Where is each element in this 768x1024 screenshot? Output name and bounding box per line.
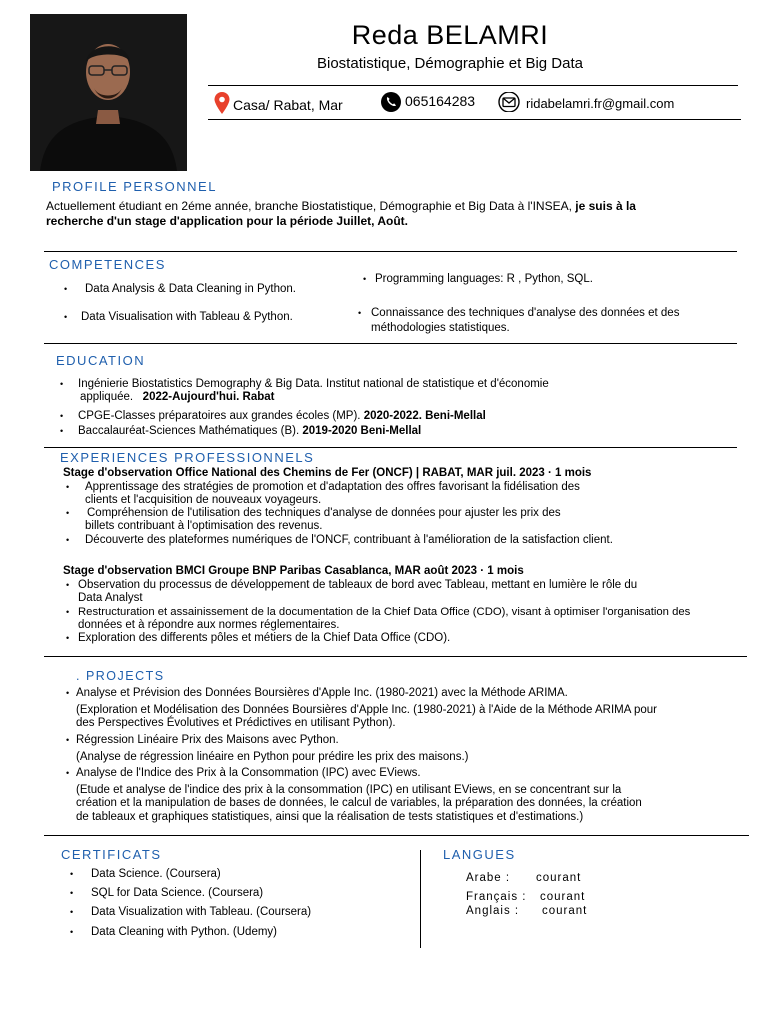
bullet-icon: • — [66, 580, 70, 590]
education-label: CPGE-Classes préparatoires aux grandes écoles (MP). — [78, 410, 361, 422]
section-title-certificats: CERTIFICATS — [61, 847, 162, 862]
job-item — [66, 579, 638, 592]
job-item — [66, 534, 613, 547]
education-item — [60, 378, 549, 391]
project-title: Régression Linéaire Prix des Maisons avec Python. — [76, 734, 339, 746]
job-item-cont: clients et l'acquisition de nouveaux voyageurs. — [85, 494, 322, 506]
profile-text-bold-line2: recherche d'un stage d'application pour la période Juillet, Août. — [46, 214, 408, 228]
bullet-icon: • — [66, 482, 70, 492]
job-item — [66, 507, 561, 520]
certificat-label: Data Science. (Coursera) — [91, 868, 221, 880]
section-title-competences: COMPETENCES — [49, 257, 166, 272]
contact-email — [498, 92, 674, 115]
section-title-education: EDUCATION — [56, 353, 146, 368]
bullet-icon: • — [70, 869, 74, 879]
section-title-profile: PROFILE PERSONNEL — [52, 179, 217, 194]
divider — [44, 656, 747, 657]
candidate-name: Reda BELAMRI — [351, 20, 549, 50]
job-item-label: Exploration des differents pôles et métiers de la Chief Data Office (CDO). — [78, 632, 451, 644]
certificat-item — [70, 906, 312, 919]
bullet-icon: • — [70, 907, 74, 917]
project-desc: (Analyse de régression linéaire en Python pour prédire les prix des maisons.) — [76, 751, 469, 763]
project-title: Analyse de l'Indice des Prix à la Consommation (IPC) avec EViews. — [76, 767, 421, 779]
competence-label-cont: méthodologies statistiques. — [371, 322, 510, 334]
project-item — [66, 687, 568, 700]
job-item-cont: Data Analyst — [78, 592, 143, 604]
langue-level: courant — [540, 891, 586, 903]
bullet-icon: • — [60, 411, 64, 421]
divider — [44, 343, 737, 344]
phone-icon — [381, 92, 401, 115]
email-icon — [498, 92, 520, 115]
candidate-subtitle: Biostatistique, Démographie et Big Data — [317, 55, 583, 72]
job-item-label: Compréhension de l'utilisation des techniques d'analyse de données pour ajuster les prix des — [87, 507, 561, 519]
project-desc: des Perspectives Évolutives et Prédictives en utilisant Python). — [76, 717, 396, 729]
job-title: Stage d'observation Office National des Chemins de Fer (ONCF) | RABAT, MAR juil. 2023 · 1 mois — [63, 467, 592, 479]
certificat-item — [70, 926, 277, 939]
divider — [44, 251, 737, 252]
location-text: Casa/ Rabat, Mar — [233, 96, 343, 113]
bullet-icon: • — [66, 607, 70, 617]
job-item-cont: billets contribuant à l'optimisation des revenus. — [85, 520, 323, 532]
education-date: 2020-2022. Beni-Mellal — [363, 410, 486, 422]
bullet-icon: • — [363, 274, 367, 284]
langue-item — [466, 905, 588, 918]
competence-label: Data Analysis & Data Cleaning in Python. — [85, 283, 296, 295]
bullet-icon: • — [66, 768, 70, 778]
project-desc: (Exploration et Modélisation des Données Boursières d'Apple Inc. (1980-2021) à l'Aide de la Méthode ARIMA pour — [76, 704, 658, 716]
bullet-icon: • — [64, 284, 68, 294]
bullet-icon: • — [70, 888, 74, 898]
phone-text: 065164283 — [405, 92, 476, 109]
divider — [44, 447, 737, 448]
project-desc: de tableaux et graphiques statistiques, ainsi que la réalisation de tests statistiques et d'estimations.) — [76, 811, 584, 823]
education-item — [60, 425, 422, 438]
job-item-label: Observation du processus de développement de tableaux de bord avec Tableau, mettant en lumière le rôle du — [78, 579, 638, 591]
bullet-icon: • — [66, 735, 70, 745]
bullet-icon: • — [66, 535, 70, 545]
project-desc: création et la manipulation de bases de données, le calcul de variables, la préparation des données, la création — [76, 797, 642, 809]
divider — [44, 835, 749, 836]
bullet-icon: • — [66, 688, 70, 698]
section-title-experiences: EXPERIENCES PROFESSIONNELS — [60, 450, 315, 465]
divider — [208, 85, 738, 86]
competence-item — [64, 311, 293, 324]
certificat-label: Data Cleaning with Python. (Udemy) — [91, 926, 277, 938]
langue-name: Anglais : — [466, 905, 520, 917]
location-pin-icon — [214, 92, 230, 117]
education-date: 2019-2020 Beni-Mellal — [302, 425, 422, 437]
job-item — [66, 606, 691, 619]
job-item-label: Découverte des plateformes numériques de l'ONCF, contribuant à l'amélioration de la satisfaction client. — [85, 534, 613, 546]
certificat-item — [70, 887, 264, 900]
bullet-icon: • — [358, 308, 362, 318]
education-label: Ingénierie Biostatistics Demography & Big Data. Institut national de statistique et d'économie — [78, 378, 549, 390]
education-date: 2022-Aujourd'hui. Rabat — [142, 391, 275, 403]
column-divider — [420, 850, 421, 948]
job-item — [66, 632, 451, 645]
langue-level: courant — [536, 872, 582, 884]
bullet-icon: • — [66, 633, 70, 643]
bullet-icon: • — [70, 927, 74, 937]
education-label: appliquée. — [80, 391, 134, 403]
bullet-icon: • — [66, 508, 70, 518]
project-item — [66, 767, 421, 780]
competence-label: Data Visualisation with Tableau & Python. — [81, 311, 293, 323]
job-title: Stage d'observation BMCI Groupe BNP Paribas Casablanca, MAR août 2023 · 1 mois — [63, 565, 524, 577]
langue-item — [466, 872, 582, 885]
education-item-cont — [80, 391, 274, 404]
bullet-icon: • — [60, 379, 64, 389]
contact-location — [214, 92, 343, 117]
competence-item — [363, 273, 593, 286]
project-title: Analyse et Prévision des Données Boursières d'Apple Inc. (1980-2021) avec la Méthode ARIMA. — [76, 687, 568, 699]
competence-label: Connaissance des techniques d'analyse des données et des — [371, 307, 680, 319]
job-item-label: Apprentissage des stratégies de promotion et d'adaptation des offres favorisant la fidélisation des — [85, 481, 580, 493]
competence-item — [64, 283, 296, 296]
certificat-label: SQL for Data Science. (Coursera) — [91, 887, 264, 899]
langue-item — [466, 891, 586, 904]
langue-name: Français : — [466, 891, 527, 903]
langue-name: Arabe : — [466, 872, 511, 884]
profile-text — [46, 199, 741, 213]
bullet-icon: • — [60, 426, 64, 436]
certificat-label: Data Visualization with Tableau. (Coursera) — [91, 906, 312, 918]
section-title-projects: . PROJECTS — [76, 669, 165, 683]
bullet-icon: • — [64, 312, 68, 322]
education-item — [60, 410, 486, 423]
email-text: ridabelamri.fr@gmail.com — [526, 96, 675, 111]
job-item — [66, 481, 580, 494]
education-label: Baccalauréat-Sciences Mathématiques (B). — [78, 425, 300, 437]
project-item — [66, 734, 339, 747]
certificat-item — [70, 868, 221, 881]
langue-level: courant — [542, 905, 588, 917]
profile-text-bold: je suis à la — [575, 199, 636, 213]
profile-text-regular: Actuellement étudiant en 2éme année, branche Biostatistique, Démographie et Big Data à l'INSEA, — [46, 199, 572, 213]
competence-item — [358, 307, 680, 320]
profile-photo — [30, 14, 187, 171]
contact-phone — [381, 92, 475, 115]
job-item-label: Restructuration et assainissement de la documentation de la Chief Data Office (CDO), visant à optimiser l'organisation des — [78, 606, 691, 618]
competence-label: Programming languages: R , Python, SQL. — [375, 273, 593, 285]
project-desc: (Etude et analyse de l'indice des prix à la consommation (IPC) en utilisant EViews, en se concentrant sur la — [76, 784, 622, 796]
job-item-cont: données et à répondre aux normes réglementaires. — [78, 619, 340, 631]
divider — [208, 119, 741, 120]
section-title-langues: LANGUES — [443, 847, 516, 862]
